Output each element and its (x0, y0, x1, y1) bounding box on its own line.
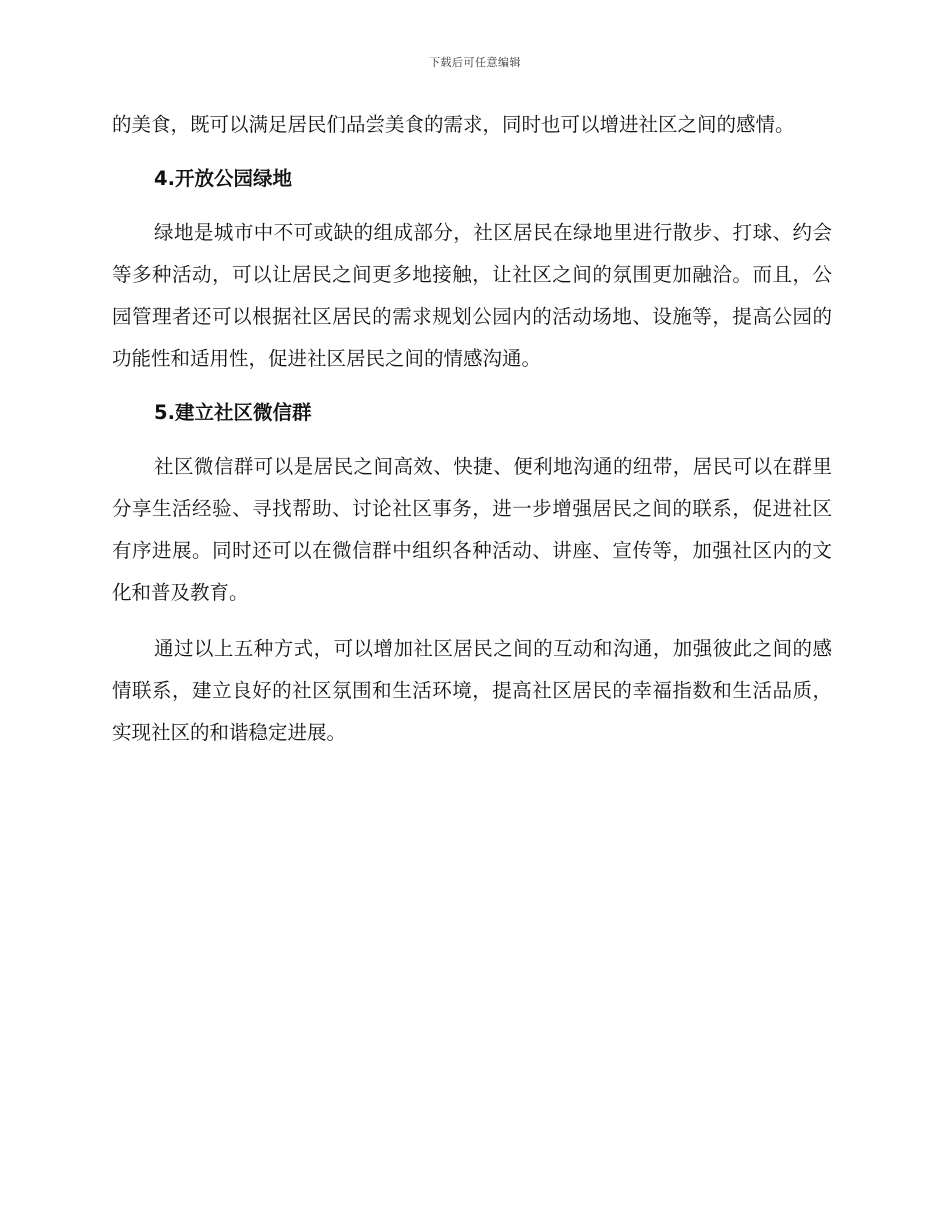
paragraph-section-5: 社区微信群可以是居民之间高效、快捷、便利地沟通的纽带，居民可以在群里分享生活经验、寻找帮助、讨论社区事务，进一步增强居民之间的联系，促进社区有序进展。同时还可以在微信群中组织各种活动、讲座、宣传等，加强社区内的文化和普及教育。 (112, 455, 832, 604)
section-heading-5: 5.建立社区微信群 (154, 401, 312, 424)
paragraph-section-4: 绿地是城市中不可或缺的组成部分，社区居民在绿地里进行散步、打球、约会等多种活动，可以让居民之间更多地接触，让社区之间的氛围更加融洽。而且，公园管理者还可以根据社区居民的需求规划公园内的活动场地、设施等，提高公园的功能性和适用性，促进社区居民之间的情感沟通。 (112, 221, 832, 370)
document-body (112, 104, 832, 754)
paragraph-conclusion: 通过以上五种方式，可以增加社区居民之间的互动和沟通，加强彼此之间的感情联系，建立良好的社区氛围和生活环境，提高社区居民的幸福指数和生活品质，实现社区的和谐稳定进展。 (112, 637, 832, 744)
paragraph-intro-continuation: 的美食，既可以满足居民们品尝美食的需求，同时也可以增进社区之间的感情。 (112, 113, 795, 136)
page-header: 下载后可任意编辑 (429, 56, 521, 69)
section-heading-4: 4.开放公园绿地 (154, 167, 292, 190)
